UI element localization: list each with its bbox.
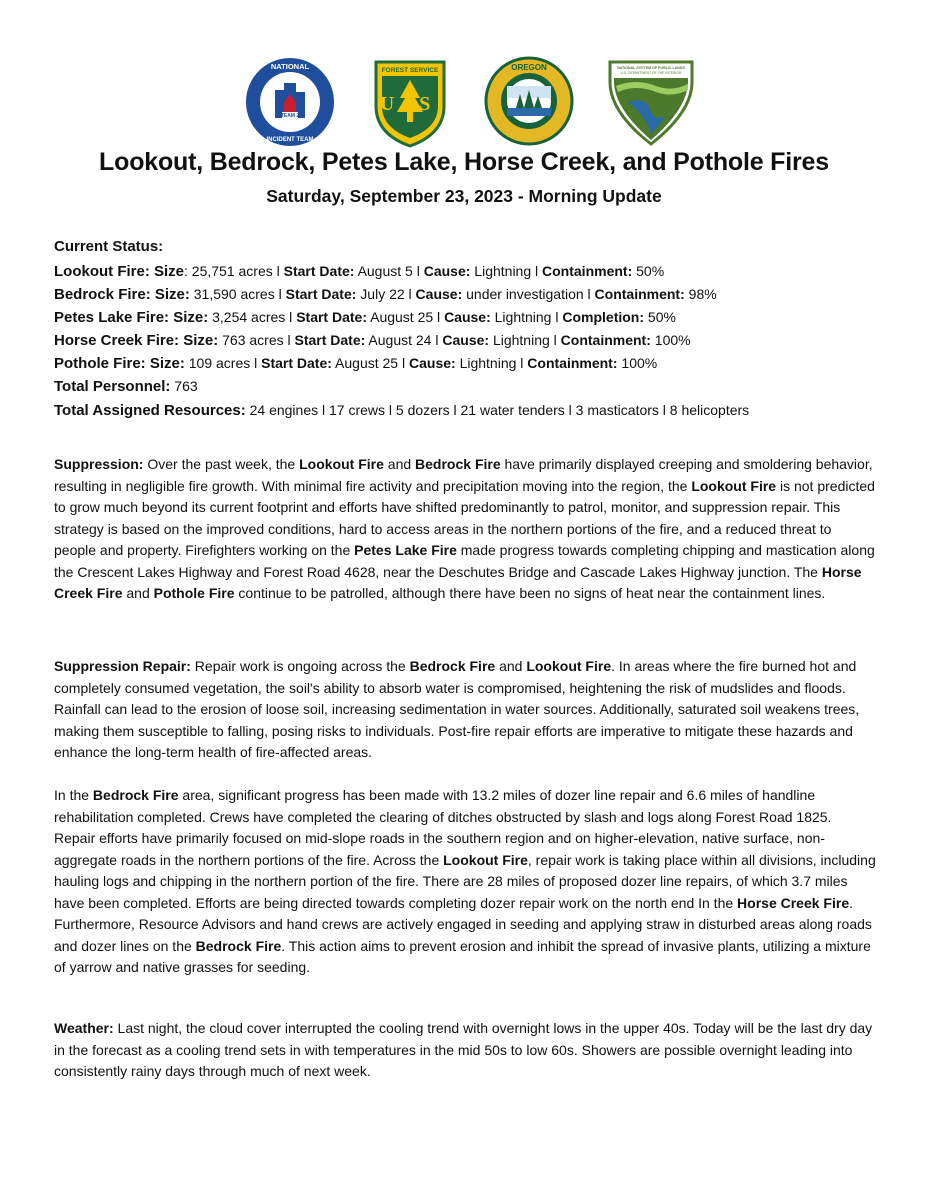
- total-personnel: Total Personnel: 763: [54, 378, 198, 395]
- svg-text:U.S. DEPARTMENT OF THE INTERIO: U.S. DEPARTMENT OF THE INTERIOR: [620, 71, 682, 75]
- bedrock-repair-paragraph: In the Bedrock Fire area, significant progress has been made with 13.2 miles of dozer line repair and 6.6 miles of handline rehabilitation completed. Crews have completed the clearing of ditches obstructed by slash and logs along Forest Road 1825. Repair efforts have primarily focused on mid-slope roads in the southern region and on higher-elevation, native surface, non-aggregate roads in the northern portions of the fire. Across the Lookout Fire, repair work is taking place within all divisions, including hauling logs and chipping in the northern portion of the fire. There are 28 miles of proposed dozer line repairs, of which 3.7 miles have been completed. Efforts are being directed towards completing dozer repair work on the north end In the Horse Creek Fire. Furthermore, Resource Advisors and hand crews are actively engaged in seeding and applying straw in disturbed areas along roads and dozer lines on the Bedrock Fire. This action aims to prevent erosion and inhibit the spread of invasive plants, utilizing a mixture of yarrow and native grasses for seeding.: [54, 787, 876, 975]
- fire-row-petes-lake: Petes Lake Fire: Size: 3,254 acres l Start Date: August 25 l Cause: Lightning l Completion: 50%: [54, 309, 676, 326]
- blm-logo: [606, 56, 696, 146]
- page-title: Lookout, Bedrock, Petes Lake, Horse Creek, and Pothole Fires: [99, 148, 829, 176]
- svg-text:U S: U S: [379, 93, 441, 115]
- current-status: [54, 236, 884, 421]
- suppression-repair-paragraph: Suppression Repair: Repair work is ongoing across the Bedrock Fire and Lookout Fire. In areas where the fire burned hot and completely consumed vegetation, the soil's ability to absorb water is compromised, heightening the risk of mudslides and floods. Rainfall can lead to the erosion of loose soil, increasing sedimentation in water sources. Additionally, saturated soil weakens trees, making them susceptible to falling, posing risks to individuals. Post-fire repair efforts are imperative to mitigate these hazards and enhance the long-term health of fire-affected areas.: [54, 658, 860, 760]
- oregon-department-of-forestry-logo: [484, 56, 574, 146]
- logo-row: [0, 56, 928, 156]
- fire-row-pothole: Pothole Fire: Size: 109 acres l Start Date: August 25 l Cause: Lightning l Containment: 100%: [54, 355, 658, 372]
- fire-row-bedrock: Bedrock Fire: Size: 31,590 acres l Start Date: July 22 l Cause: under investigation l Containment: 98%: [54, 286, 717, 303]
- suppression-paragraph: Suppression: Over the past week, the Lookout Fire and Bedrock Fire have primarily displayed creeping and smoldering behavior, resulting in negligible fire growth. With minimal fire activity and precipitation moving into the region, the Lookout Fire is not predicted to grow much beyond its current footprint and efforts have shifted predominantly to patrol, monitor, and suppression repair. This strategy is based on the improved conditions, hard to access areas in the northern portions of the fire, and a reduced threat to people and property. Firefighters working on the Petes Lake Fire made progress towards completing chipping and mastication along the Crescent Lakes Highway and Forest Road 4628, near the Deschutes Bridge and Cascade Lakes Highway junction. The Horse Creek Fire and Pothole Fire continue to be patrolled, although there have been no signs of heat near the containment lines.: [54, 456, 875, 601]
- svg-text:NATIONAL SYSTEM OF PUBLIC LAND: NATIONAL SYSTEM OF PUBLIC LANDS: [617, 66, 685, 70]
- svg-text:TEAM 2: TEAM 2: [280, 113, 300, 119]
- total-resources: Total Assigned Resources: 24 engines l 17 crews l 5 dozers l 21 water tenders l 3 masticators l 8 helicopters: [54, 402, 750, 419]
- page-subtitle: Saturday, September 23, 2023 - Morning Update: [266, 186, 662, 206]
- svg-text:FOREST SERVICE: FOREST SERVICE: [381, 67, 439, 74]
- svg-text:INCIDENT TEAM: INCIDENT TEAM: [266, 137, 314, 143]
- fire-row-lookout: Lookout Fire: Size: 25,751 acres l Start Date: August 5 l Cause: Lightning l Containment: 50%: [54, 263, 665, 280]
- svg-text:OREGON: OREGON: [511, 63, 547, 72]
- svg-text:NATIONAL: NATIONAL: [270, 62, 310, 71]
- status-heading: Current Status:: [54, 238, 164, 255]
- forest-service-logo: [370, 56, 450, 148]
- national-incident-team-logo: [244, 56, 336, 148]
- fire-row-horse-creek: Horse Creek Fire: Size: 763 acres l Start Date: August 24 l Cause: Lightning l Containment: 100%: [54, 332, 691, 349]
- weather-paragraph: Weather: Last night, the cloud cover interrupted the cooling trend with overnight lows in the upper 40s. Today will be the last dry day in the forecast as a cooling trend sets in with temperatures in the mid 50s to low 60s. Showers are possible overnight leading into consistently rainy days through much of next week.: [54, 1020, 873, 1079]
